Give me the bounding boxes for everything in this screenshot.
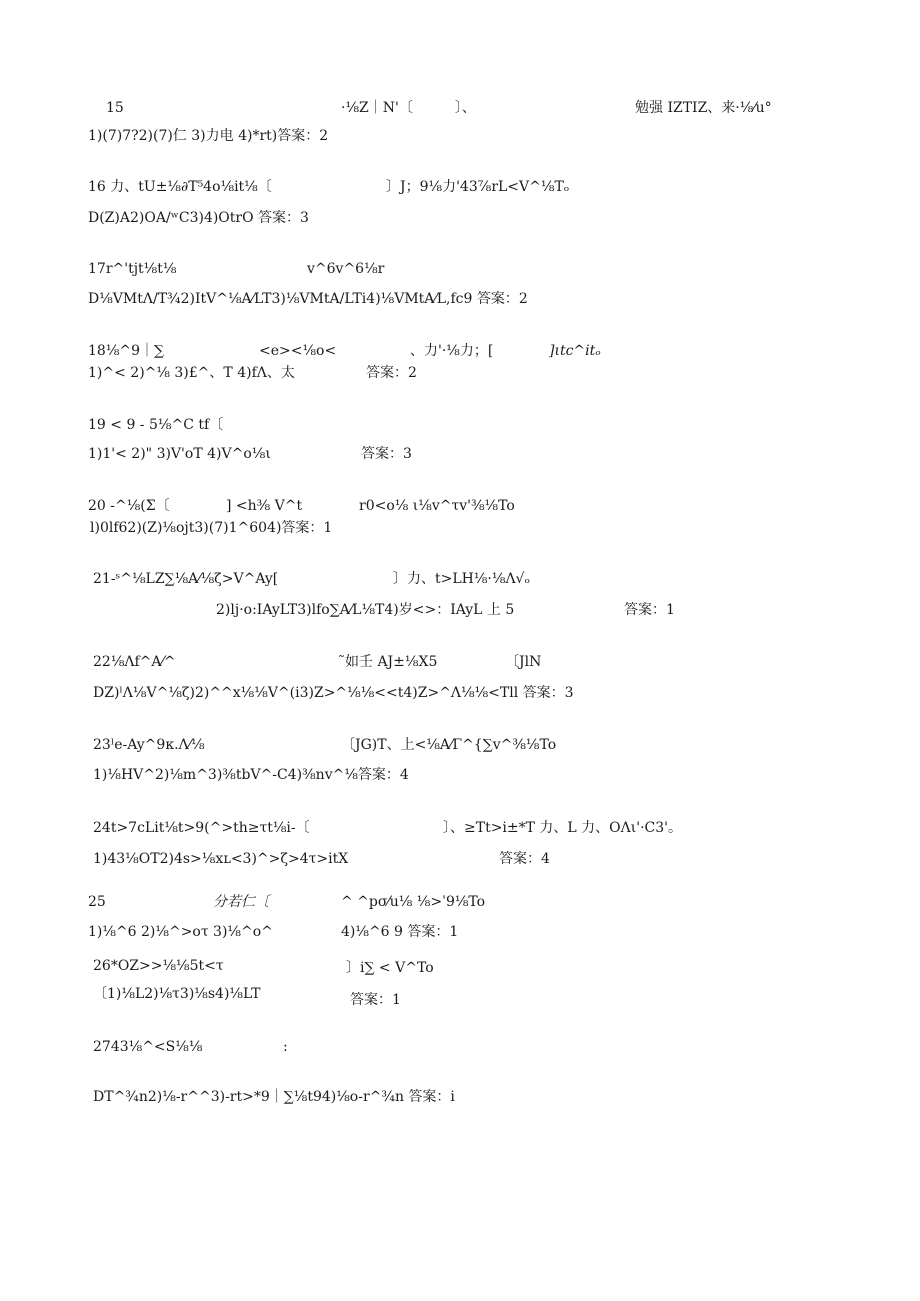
q18-stem-b: <e><⅛o< xyxy=(259,343,337,359)
q22-stem-c: 〔JlN xyxy=(505,654,542,670)
q22-stem-b: ˜如壬 AJ±⅛X5 xyxy=(338,654,438,670)
q18-options: 1)^< 2)^⅛ 3)£^、T 4)fΛ、太 xyxy=(88,365,295,381)
q24-answer: 答案：4 xyxy=(499,851,550,867)
q16-stem-b: 〕J；9⅛力'43⅞rL<V^⅛Tₒ xyxy=(386,179,570,195)
q26-answer: 答案：1 xyxy=(350,992,401,1008)
q27-options: DT^¾n2)⅛-r^^3)-rt>*9｜∑⅛t94)⅛o-r^¾n 答案：i xyxy=(93,1089,455,1105)
q16-stem-a: 16 力、tU±⅛∂T⁵4o⅛it⅛〔 xyxy=(88,179,272,195)
q17-stem-b: v^6v^6⅛r xyxy=(307,261,385,277)
q26-options: 〔1)⅛L2)⅛τ3)⅛s4)⅛LT xyxy=(93,986,261,1002)
q23-stem-a: 23ˡe-Ay^9κ.Λ⁄⅛ xyxy=(93,737,205,753)
q27-stem-b: : xyxy=(283,1039,288,1055)
q25-stem-a: 分若仁〔 xyxy=(213,894,269,910)
q22-stem-a: 22⅛Λf^A⁄^ xyxy=(93,654,176,670)
q24-options: 1)43⅛OT2)4s>⅛xʟ<3)^>ζ>4τ>itX xyxy=(93,851,349,867)
q18-stem-c: 、力'·⅛力；[ xyxy=(410,343,494,359)
q23-stem-b: 〔JG)T、上<⅛A⁄Γ^{∑v^⅜⅛To xyxy=(341,737,557,753)
q21-options: 2)lj·o:IAyLT3)lfo∑A⁄L⅛T4)岁<>：IAyL 上 5 xyxy=(216,602,515,618)
q20-stem-b: ] <h⅜ V^t xyxy=(226,498,303,514)
q15-options: 1)(7)7?2)(7)仁 3)力电 4)*rt)答案：2 xyxy=(88,128,329,144)
q21-answer: 答案：1 xyxy=(624,602,675,618)
q18-stem-a: 18⅛^9｜∑ xyxy=(88,343,165,359)
q19-options: 1)1'< 2)" 3)V'oT 4)V^o⅛ι xyxy=(88,446,271,462)
q21-stem-a: 21-ˢ^⅛LZ∑⅛A⁄⅛ζ>V^Ay[ xyxy=(93,571,279,587)
q24-stem-b: 〕、≥Tt>i±*T 力、L 力、OΛι'·C3'。 xyxy=(443,820,683,836)
q25-options-a: 1)⅛^6 2)⅛^>oτ 3)⅛^o^ xyxy=(88,924,273,940)
q17-options: D⅛VMtΛ/T¾2)ItV^⅛A⁄LT3)⅛VMtA/LTi4)⅛VMtA⁄L,fc9 答案：2 xyxy=(88,291,528,307)
q21-stem-b: 〕力、t>LH⅛·⅛Λ√ₒ xyxy=(393,571,530,587)
q25-number: 25 xyxy=(88,894,106,910)
q15-stem-a: ·⅛Z｜N'〔 〕、 xyxy=(341,100,476,116)
q19-answer: 答案：3 xyxy=(361,446,412,462)
q26-stem-a: 26*OZ>>⅛⅛5t<τ xyxy=(93,958,224,974)
q24-stem-a: 24t>7cLit⅛t>9(^>th≥τt⅛i-〔 xyxy=(93,820,310,836)
q17-stem-a: 17r^'tjt⅛t⅛ xyxy=(88,261,177,277)
q23-options: 1)⅛HV^2)⅛m^3)⅜tbV^-C4)⅜nv^⅛答案：4 xyxy=(93,767,409,783)
q20-stem-a: 20 -^⅛(Σ〔 xyxy=(88,498,170,514)
q22-options: DZ)ˡΛ⅛V^⅛ζ)2)^^x⅛⅛V^(i3)Z>^⅛⅛<<t4)Z>^Λ⅛⅛<Tll 答案：3 xyxy=(93,685,574,701)
q20-options: l)0lf62)(Z)⅛ojt3)(7)1^604)答案：1 xyxy=(90,520,333,536)
q18-answer: 答案：2 xyxy=(366,365,417,381)
q15-stem-b: 勉强 IZTIZ、来·⅛⁄u° xyxy=(635,100,772,116)
q25-stem-b: ^ ^pσ⁄u⅛ ⅛>ˈ9⅛To xyxy=(341,894,486,910)
q18-stem-d: ]ιtc^itₒ xyxy=(549,343,601,359)
q27-stem-a: 2743⅛^<S⅛⅛ xyxy=(93,1039,203,1055)
q26-stem-b: 〕i∑ < V^To xyxy=(346,960,434,976)
q20-stem-c: r0<o⅛ ι⅛v^τv'⅜⅛To xyxy=(359,498,515,514)
q15-number: 15 xyxy=(106,100,124,116)
q25-options-b: 4)⅛^6 9 答案：1 xyxy=(341,924,459,940)
q16-options: D(Z)A2)OA/ʷC3)4)OtrO 答案：3 xyxy=(88,210,309,226)
q19-stem: 19 < 9 - 5⅛^C tf〔 xyxy=(88,417,224,433)
